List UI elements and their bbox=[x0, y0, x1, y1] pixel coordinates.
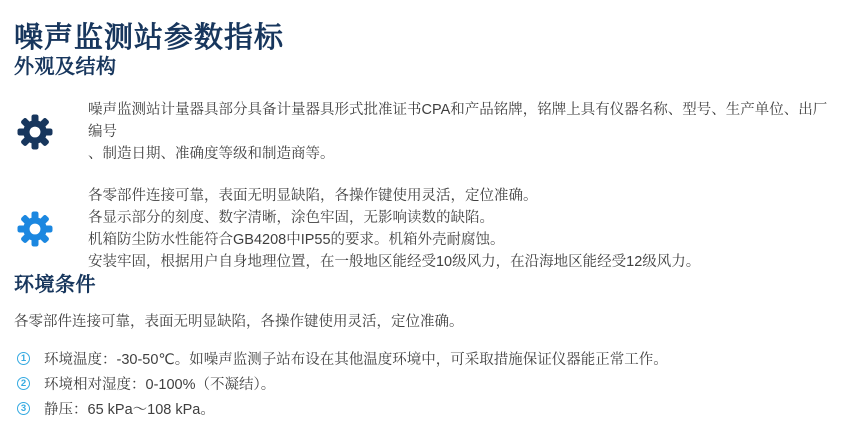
section-heading-appearance: 外观及结构 bbox=[14, 56, 117, 78]
environment-conditions-list bbox=[14, 349, 835, 421]
paragraph-line: 噪声监测站计量器具部分具备计量器具形式批准证书CPA和产品铭牌，铭牌上具有仪器名称、型号、生产单位、出厂编号 bbox=[88, 102, 828, 140]
list-item-text: 环境温度：-30-50℃。如噪声监测子站布设在其他温度环境中，可采取措施保证仪器能正常工作。 bbox=[44, 352, 668, 368]
list-item-text: 静压：65 kPa～108 kPa。 bbox=[44, 402, 215, 418]
environment-intro: 各零部件连接可靠，表面无明显缺陷，各操作键使用灵活，定位准确。 bbox=[14, 314, 464, 330]
section-heading-environment: 环境条件 bbox=[14, 274, 96, 296]
paragraph-line: 安装牢固，根据用户自身地理位置，在一般地区能经受10级风力，在沿海地区能经受12级风力。 bbox=[88, 254, 701, 270]
feature-text bbox=[88, 99, 835, 165]
feature-row-build-quality bbox=[14, 185, 835, 273]
paragraph-line: 各显示部分的刻度、数字清晰，涂色牢固，无影响读数的缺陷。 bbox=[88, 210, 494, 226]
feature-text bbox=[88, 185, 835, 273]
paragraph-line: 机箱防尘防水性能符合GB4208中IP55的要求。机箱外壳耐腐蚀。 bbox=[88, 232, 505, 248]
circled-number-icon: 1 bbox=[17, 352, 30, 365]
gear-icon bbox=[14, 208, 88, 250]
list-item-temperature bbox=[14, 349, 835, 371]
gear-icon bbox=[14, 111, 88, 153]
paragraph-line: 、制造日期、准确度等级和制造商等。 bbox=[88, 146, 335, 162]
feature-row-metrology bbox=[14, 99, 835, 165]
circled-number-icon: 3 bbox=[17, 402, 30, 415]
list-item-text: 环境相对湿度：0-100%（不凝结）。 bbox=[44, 377, 276, 393]
circled-number-icon: 2 bbox=[17, 377, 30, 390]
paragraph-line: 各零部件连接可靠，表面无明显缺陷，各操作键使用灵活，定位准确。 bbox=[88, 188, 538, 204]
list-item-humidity bbox=[14, 374, 835, 396]
page-title: 噪声监测站参数指标 bbox=[14, 22, 285, 54]
list-item-static-pressure bbox=[14, 399, 835, 421]
